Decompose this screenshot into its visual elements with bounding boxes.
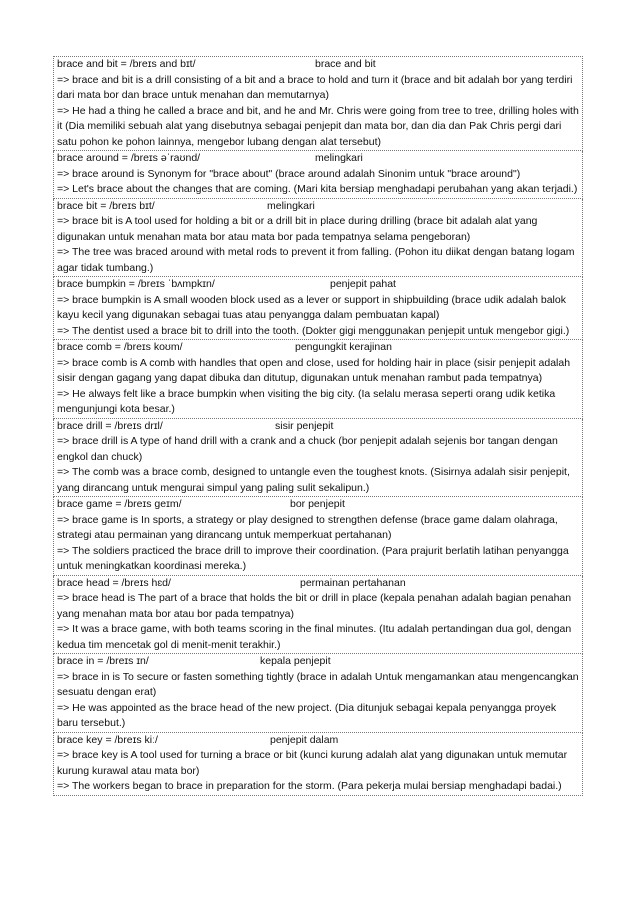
entry-heading	[57, 733, 580, 749]
headword-pronunciation: brace and bit = /breɪs and bɪt/	[57, 58, 196, 70]
entry-heading	[57, 654, 580, 670]
definition-line: => brace game is In sports, a strategy or play designed to strengthen defense (brace game dalam olahraga, strategi atau permainan yang dirancang untuk memperkuat pertahanan)	[57, 513, 558, 541]
headword-pronunciation: brace head = /breɪs hɛd/	[57, 576, 171, 589]
headword-pronunciation: brace in = /breɪs ɪn/	[57, 655, 149, 667]
headword-pronunciation: brace drill = /breɪs drɪl/	[57, 419, 163, 432]
translation: melingkari	[267, 199, 315, 212]
example-line: => The workers began to brace in preparation for the storm. (Para pekerja mulai bersiap menghadapi badai.)	[57, 780, 562, 792]
definition-line: => brace comb is A comb with handles that open and close, used for holding hair in place (sisir penjepit adalah sisir dengan gagang yang dapat dibuka dan ditutup, digunakan untuk menahan rambut pada tempatnya)	[57, 356, 571, 384]
headword-pronunciation: brace bumpkin = /breɪs ˈbʌmpkɪn/	[57, 278, 215, 290]
example-line: => The soldiers practiced the brace drill to improve their coordination. (Para prajurit berlatih latihan penyangga untuk meningkatkan koordinasi mereka.)	[57, 544, 569, 572]
entry-brace-and-bit	[53, 56, 583, 151]
translation: brace and bit	[315, 58, 376, 70]
translation: permainan pertahanan	[300, 576, 406, 589]
headword-pronunciation: brace key = /breɪs kiː/	[57, 733, 158, 746]
definition-line: => brace head is The part of a brace that holds the bit or drill in place (kepala penahan adalah bagian penahan yang menahan mata bor atau bor pada tempatnya)	[57, 592, 572, 620]
definition-line: => brace bit is A tool used for holding a bit or a drill bit in place during drilling (brace bit adalah alat yang digunakan untuk menahan mata bor atau mata bor pada tempatnya selama pengeboran)	[57, 215, 538, 243]
entry-heading	[57, 57, 580, 73]
entry-heading	[57, 151, 580, 167]
definition-line: => brace around is Synonym for "brace about" (brace around adalah Sinonim untuk "brace around")	[57, 167, 521, 180]
headword-pronunciation: brace game = /breɪs geɪm/	[57, 498, 182, 510]
entry-heading	[57, 497, 580, 513]
example-line: => The dentist used a brace bit to drill into the tooth. (Dokter gigi menggunakan penjepit untuk mengebor gigi.)	[57, 324, 570, 337]
headword-pronunciation: brace comb = /breɪs koʊm/	[57, 341, 183, 353]
definition-line: => brace bumpkin is A small wooden block used as a lever or support in shipbuilding (brace udik adalah balok kayu kecil yang digunakan sebagai tuas atau penyangga dalam pembuatan kapal)	[57, 293, 566, 321]
entry-brace-around	[53, 151, 583, 199]
vocabulary-sheet	[53, 56, 583, 796]
entry-brace-drill	[53, 419, 583, 498]
translation: bor penjepit	[290, 498, 345, 510]
example-line: => He was appointed as the brace head of the new project. (Dia ditunjuk sebagai kepala penyangga proyek baru tersebut.)	[57, 701, 557, 729]
entry-brace-game	[53, 497, 583, 576]
translation: pengungkit kerajinan	[295, 341, 392, 353]
headword-pronunciation: brace bit = /breɪs bɪt/	[57, 199, 155, 212]
entry-brace-in	[53, 654, 583, 733]
entry-brace-bit	[53, 199, 583, 278]
entry-heading	[57, 340, 580, 356]
entry-brace-key	[53, 733, 583, 796]
definition-line: => brace in is To secure or fasten something tightly (brace in adalah Untuk mengamankan atau mengencangkan sesuatu dengan erat)	[57, 670, 579, 698]
entry-heading	[57, 199, 580, 215]
example-line: => Let's brace about the changes that are coming. (Mari kita bersiap menghadapi perubahan yang akan terjadi.)	[57, 183, 578, 195]
definition-line: => brace and bit is a drill consisting of a bit and a brace to hold and turn it (brace and bit adalah bor yang terdiri dari mata bor dan brace untuk menahan dan memutarnya)	[57, 73, 573, 101]
example-line: => It was a brace game, with both teams scoring in the final minutes. (Itu adalah pertandingan dua gol, dengan kedua tim mencetak gol di menit-menit terakhir.)	[57, 623, 572, 651]
translation: kepala penjepit	[260, 655, 331, 667]
headword-pronunciation: brace around = /breɪs əˈraʊnd/	[57, 152, 201, 164]
definition-line: => brace drill is A type of hand drill with a crank and a chuck (bor penjepit adalah sejenis bor tangan dengan engkol dan chuck)	[57, 435, 558, 463]
entry-brace-bumpkin	[53, 277, 583, 340]
example-line: => The tree was braced around with metal rods to prevent it from falling. (Pohon itu diikat dengan batang logam agar tidak tumbang.)	[57, 246, 575, 274]
entry-heading	[57, 277, 580, 293]
translation: melingkari	[315, 152, 363, 164]
entry-heading	[57, 419, 580, 435]
entry-heading	[57, 576, 580, 592]
definition-line: => brace key is A tool used for turning a brace or bit (kunci kurung adalah alat yang digunakan untuk memutar kurung kurawal atau mata bor)	[57, 749, 568, 777]
translation: penjepit dalam	[270, 733, 339, 746]
entry-brace-comb	[53, 340, 583, 419]
example-line: => The comb was a brace comb, designed to untangle even the toughest knots. (Sisirnya adalah sisir penjepit, yang dirancang untuk mengurai simpul yang paling sulit sekalipun.)	[57, 466, 570, 494]
example-line: => He had a thing he called a brace and bit, and he and Mr. Chris were going from tree to tree, drilling holes with it (Dia memiliki sebuah alat yang disebutnya sebagai penjepit dan mata bor, dan dia dan Pak Chris pergi dari satu pohon ke pohon lainnya, mengebor lubang dengan alat tersebut)	[57, 104, 579, 148]
translation: penjepit pahat	[330, 278, 396, 290]
entry-brace-head	[53, 576, 583, 655]
translation: sisir penjepit	[275, 419, 334, 432]
example-line: => He always felt like a brace bumpkin when visiting the big city. (Ia selalu merasa seperti orang udik ketika mengunjungi kota besar.)	[57, 387, 556, 415]
